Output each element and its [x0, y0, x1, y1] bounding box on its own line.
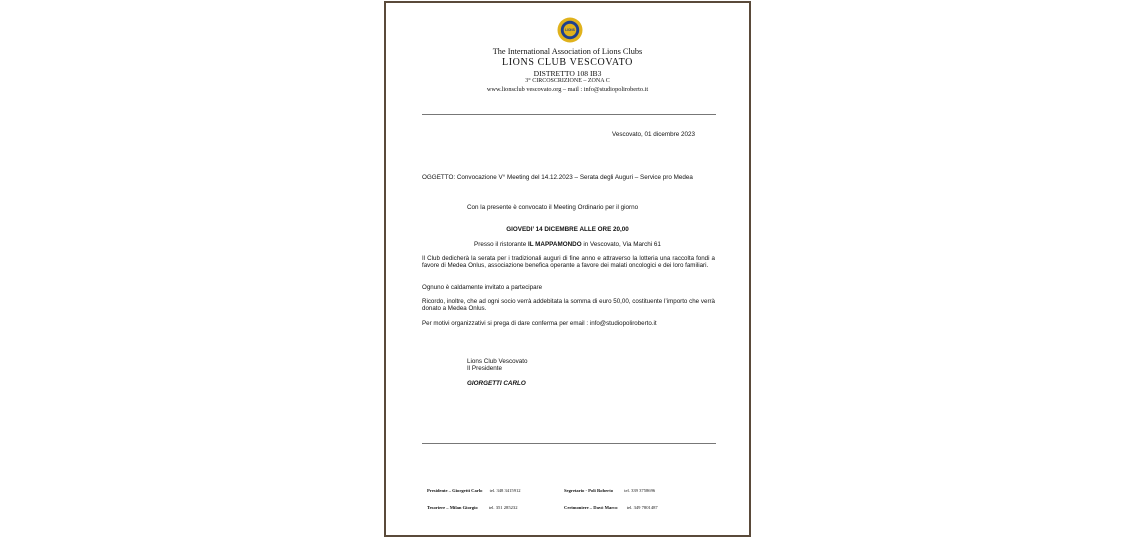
paragraph-invitation: Ognuno è caldamente invitato a partecipare — [422, 284, 543, 291]
zone: 3° CIRCOSCRIZIONE – ZONA C — [525, 78, 610, 84]
signature-club: Lions Club Vescovato — [467, 358, 528, 365]
district: DISTRETTO 108 IB3 — [533, 69, 602, 78]
footer-secretary — [564, 488, 655, 493]
secretary-tel: tel. 339 3758696 — [624, 488, 656, 493]
paragraph-fundraiser: Il Club dedicherà la serata per i tradizionali auguri di fine anno e attraverso la lotteria una raccolta fondi a favore di Medea Onlus, associazione benefica operante a favore dei malati oncologici e dei loro familiari. — [422, 255, 715, 269]
paragraph-fee: Ricordo, inoltre, che ad ogni socio verrà addebitata la somma di euro 50,00, costituente l’importo che verrà donato a Medea Onlus. — [422, 298, 715, 312]
lions-logo-icon — [557, 17, 583, 43]
treasurer-tel: tel. 351 285232 — [488, 505, 518, 510]
logo-text: LIONS — [565, 28, 575, 33]
venue-line — [386, 241, 749, 248]
secretary-label: Segretario - Poli Roberto — [564, 488, 614, 493]
letter-page — [384, 1, 751, 537]
footer-president — [427, 488, 521, 493]
signature-role: Il Presidente — [467, 365, 503, 372]
paragraph-confirmation: Per motivi organizzativi si prega di dare conferma per email : info@studiopoliroberto.it — [422, 320, 657, 327]
president-label: Presidente – Giorgetti Carlo — [427, 488, 483, 493]
venue-prefix: Presso il ristorante — [474, 241, 528, 248]
treasurer-label: Tesoriere – Milan Giorgio — [427, 505, 478, 510]
contacts: www.lionsclub vescovato.org – mail : info@studiopoliroberto.it — [486, 86, 649, 93]
footer-treasurer — [427, 505, 518, 510]
event-date: GIOVEDI’ 14 DICEMBRE ALLE ORE 20,00 — [506, 226, 629, 233]
ceremony-tel: tel. 349 7801487 — [626, 505, 658, 510]
footer-divider — [422, 443, 716, 444]
ceremony-label: Cerimoniere – Davò Marco — [564, 505, 618, 510]
subject-line: OGGETTO: Convocazione V° Meeting del 14.12.2023 – Serata degli Auguri – Service pro Medea — [422, 174, 693, 181]
footer-ceremony — [564, 505, 658, 510]
intro-line: Con la presente è convocato il Meeting Ordinario per il giorno — [467, 204, 639, 211]
header-divider — [422, 114, 716, 115]
place-date: Vescovato, 01 dicembre 2023 — [612, 131, 695, 138]
signature-name: GIORGETTI CARLO — [467, 380, 526, 387]
president-tel: tel. 348 3415912 — [489, 488, 521, 493]
venue-suffix: in Vescovato, Via Marchi 61 — [581, 241, 661, 248]
venue-name: IL MAPPAMONDO — [527, 241, 582, 248]
org-line: The International Association of Lions Clubs — [492, 47, 643, 56]
club-name: LIONS CLUB VESCOVATO — [502, 57, 633, 68]
